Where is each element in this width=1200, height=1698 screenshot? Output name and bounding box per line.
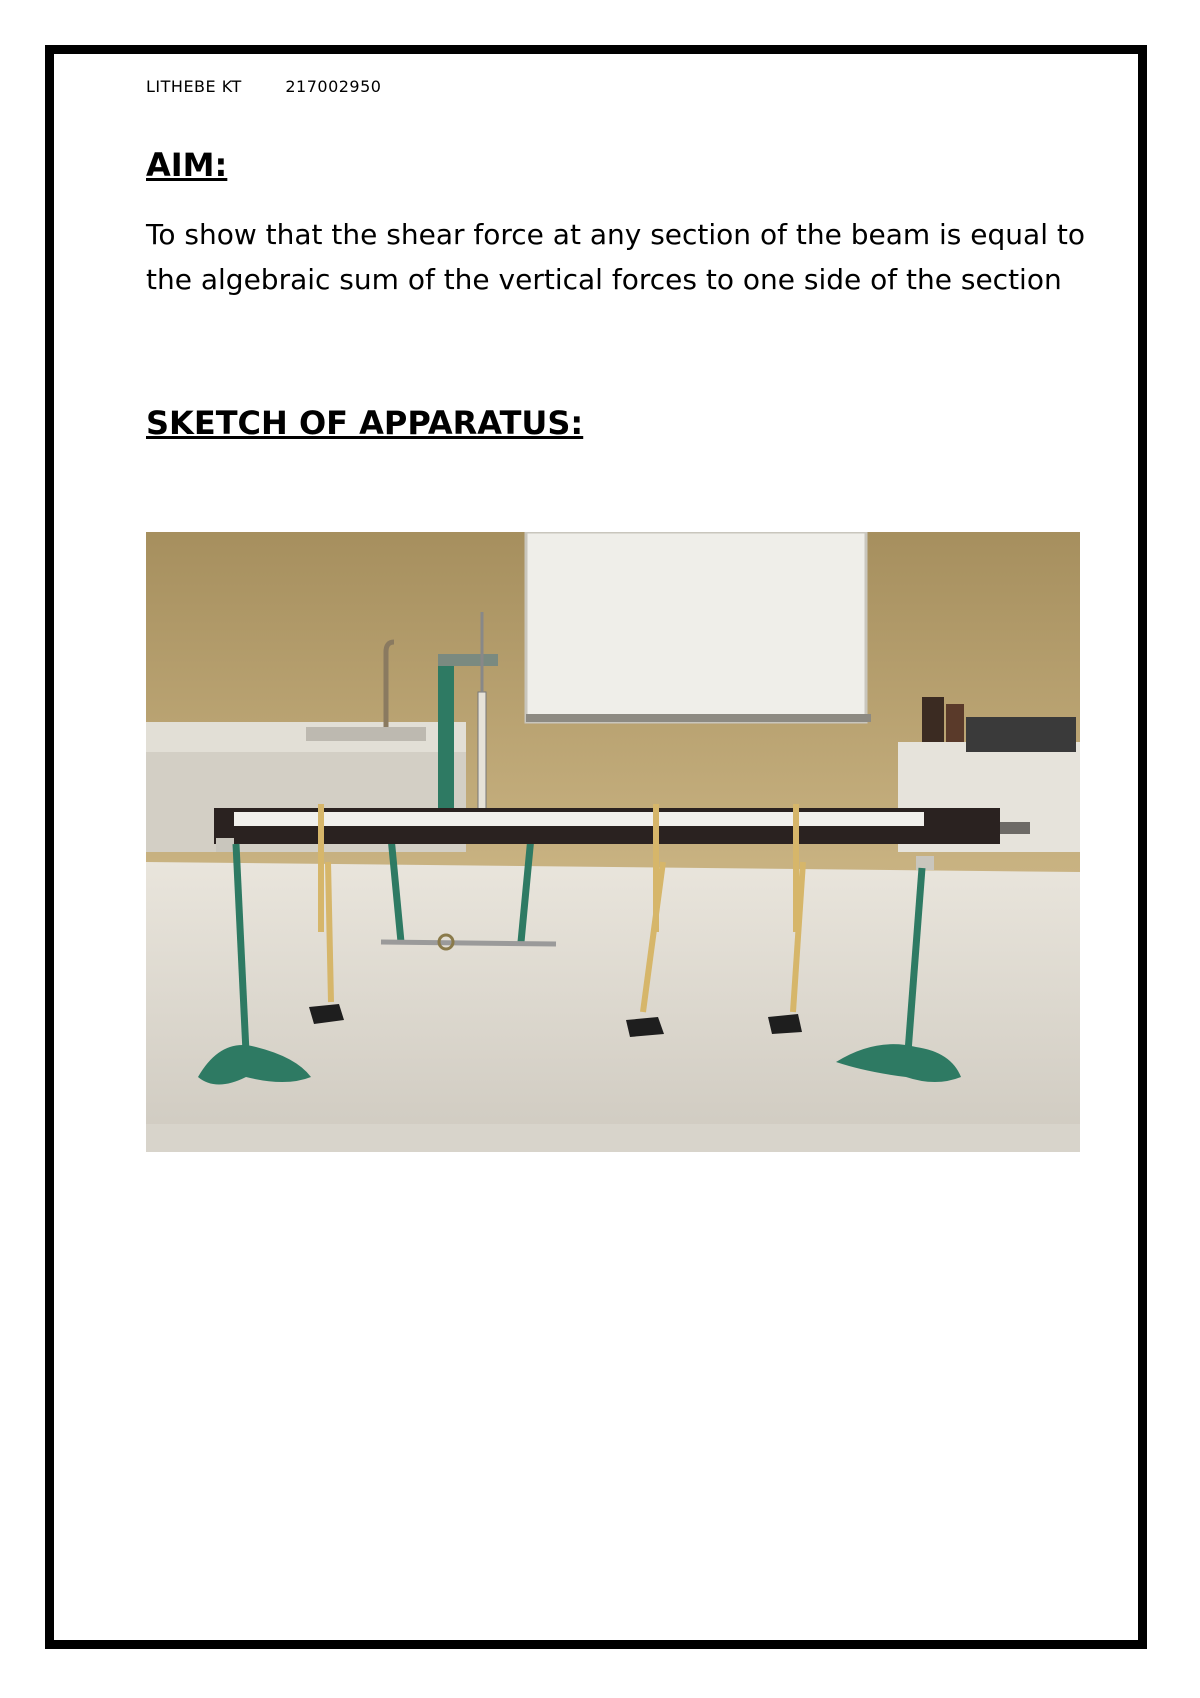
beam-scale xyxy=(234,812,924,826)
sketch-heading: SKETCH OF APPARATUS: xyxy=(146,404,584,442)
bench-surface xyxy=(146,862,1080,1152)
page-header xyxy=(146,77,381,96)
bottle xyxy=(922,697,944,742)
whiteboard-tray xyxy=(526,714,871,722)
beam-bracket xyxy=(216,838,234,852)
beam-end xyxy=(1000,822,1030,834)
instrument-box xyxy=(966,717,1076,752)
sink-basin xyxy=(306,727,426,741)
dial-scale xyxy=(478,692,486,812)
spring-balance xyxy=(381,942,556,944)
whiteboard xyxy=(526,532,866,722)
apparatus-photo xyxy=(146,532,1080,1152)
bench-edge xyxy=(146,1124,1080,1152)
author-name: LITHEBE KT xyxy=(146,77,242,96)
column-arm xyxy=(438,654,498,666)
aim-heading: AIM: xyxy=(146,146,228,184)
aim-text: To show that the shear force at any section of the beam is equal to the algebraic sum of the vertical forces to one side of the section xyxy=(146,218,1085,296)
student-number: 217002950 xyxy=(285,77,382,96)
bottle xyxy=(946,704,964,742)
